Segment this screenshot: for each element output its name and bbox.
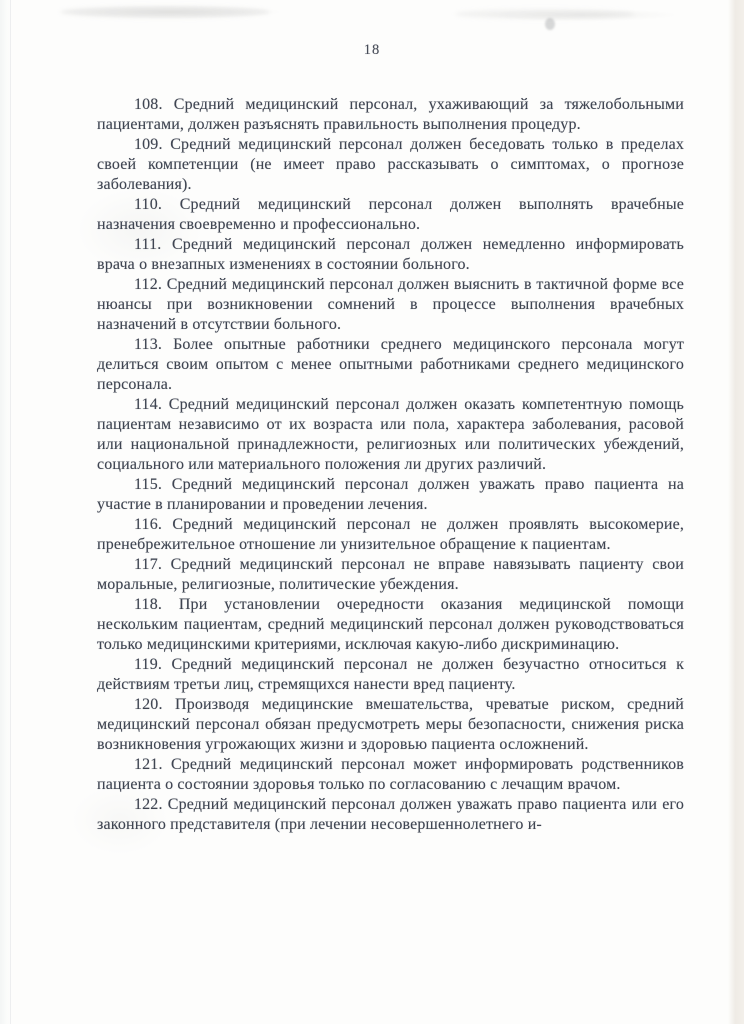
- paragraph-number: 116.: [134, 516, 163, 533]
- paragraph-text: Средний медицинский персонал должен выполнять врачебные назначения своевременно и профессионально.: [97, 196, 685, 233]
- paragraph-111: [97, 235, 684, 275]
- paragraph-text: Средний медицинский персонал не вправе навязывать пациенту свои моральные, религиозные, политические убеждения.: [97, 556, 684, 593]
- paragraph-118: [97, 595, 684, 655]
- paragraph-text: Средний медицинский персонал должен оказать компетентную помощь пациентам независимо от их возраста или пола, характера заболевания, расовой или национальной принадлежности, религиозных или политических убеждений, социального или материального положения ли других различий.: [97, 396, 684, 473]
- document-body: [97, 95, 684, 835]
- paragraph-115: [97, 475, 684, 515]
- paragraph-number: 110.: [134, 196, 163, 213]
- paragraph-number: 120.: [134, 696, 163, 713]
- scan-edge-right: [728, 0, 744, 1024]
- paragraph-text: Производя медицинские вмешательства, чреватые риском, средний медицинский персонал обязан предусмотреть меры безопасности, снижения риска возникновения угрожающих жизни и здоровью пациента осложнений.: [97, 696, 684, 753]
- paragraph-text: Средний медицинский персонал должен уважать право пациента на участие в планировании и проведении лечения.: [97, 476, 684, 513]
- paragraph-text: Средний медицинский персонал не должен проявлять высокомерие, пренебрежительное отношение ли унизительное обращение к пациентам.: [97, 516, 685, 553]
- scan-smudge: [455, 9, 635, 19]
- paragraph-number: 121.: [134, 756, 163, 773]
- paragraph-text: Средний медицинский персонал не должен безучастно относиться к действиям третьи лиц, стремящихся нанести вред пациенту.: [97, 656, 684, 693]
- paragraph-text: Средний медицинский персонал, ухаживающий за тяжелобольными пациентами, должен разъяснять правильность выполнения процедур.: [97, 96, 684, 133]
- paragraph-number: 118.: [134, 596, 163, 613]
- paragraph-122: [97, 795, 684, 835]
- paragraph-text: Средний медицинский персонал может информировать родственников пациента о состоянии здоровья только по согласованию с лечащим врачом.: [97, 756, 684, 793]
- paragraph-text: Более опытные работники среднего медицинского персонала могут делиться своим опытом с менее опытными работниками среднего медицинского персонала.: [97, 336, 684, 393]
- paragraph-number: 108.: [134, 96, 163, 113]
- paragraph-number: 114.: [134, 396, 163, 413]
- paragraph-110: [97, 195, 684, 235]
- paragraph-number: 122.: [134, 796, 163, 813]
- paragraph-121: [97, 755, 684, 795]
- paragraph-text: Средний медицинский персонал должен выяснить в тактичной форме все нюансы при возникновении сомнений в процессе выполнения врачебных назначений в отсутствии больного.: [97, 276, 684, 333]
- scan-smudge: [60, 6, 270, 18]
- paragraph-109: [97, 135, 684, 195]
- paragraph-text: Средний медицинский персонал должен немедленно информировать врача о внезапных изменениях в состоянии больного.: [97, 236, 684, 273]
- paragraph-text: При установлении очередности оказания медицинской помощи нескольким пациентам, средний медицинский персонал должен руководствоваться только медицинскими критериями, исключая какую-либо дискриминацию.: [97, 596, 684, 653]
- paragraph-117: [97, 555, 684, 595]
- paragraph-120: [97, 695, 684, 755]
- paragraph-number: 112.: [134, 276, 163, 293]
- paragraph-112: [97, 275, 684, 335]
- scan-edge-left: [0, 0, 11, 1024]
- paragraph-114: [97, 395, 684, 475]
- paragraph-text: Средний медицинский персонал должен беседовать только в пределах своей компетенции (не имеет право рассказывать о симптомах, о прогнозе заболевания).: [97, 136, 684, 193]
- paragraph-text: Средний медицинский персонал должен уважать право пациента или его законного представителя (при лечении несовершеннолетнего и-: [97, 796, 684, 833]
- paragraph-number: 113.: [134, 336, 163, 353]
- paragraph-113: [97, 335, 684, 395]
- paragraph-number: 119.: [134, 656, 163, 673]
- scan-smudge: [545, 18, 555, 30]
- paragraph-119: [97, 655, 684, 695]
- paragraph-number: 117.: [134, 556, 163, 573]
- paragraph-number: 109.: [134, 136, 163, 153]
- paragraph-108: [97, 95, 684, 135]
- paragraph-116: [97, 515, 684, 555]
- page-number: 18: [363, 42, 381, 58]
- paragraph-number: 111.: [134, 236, 162, 253]
- paragraph-number: 115.: [134, 476, 163, 493]
